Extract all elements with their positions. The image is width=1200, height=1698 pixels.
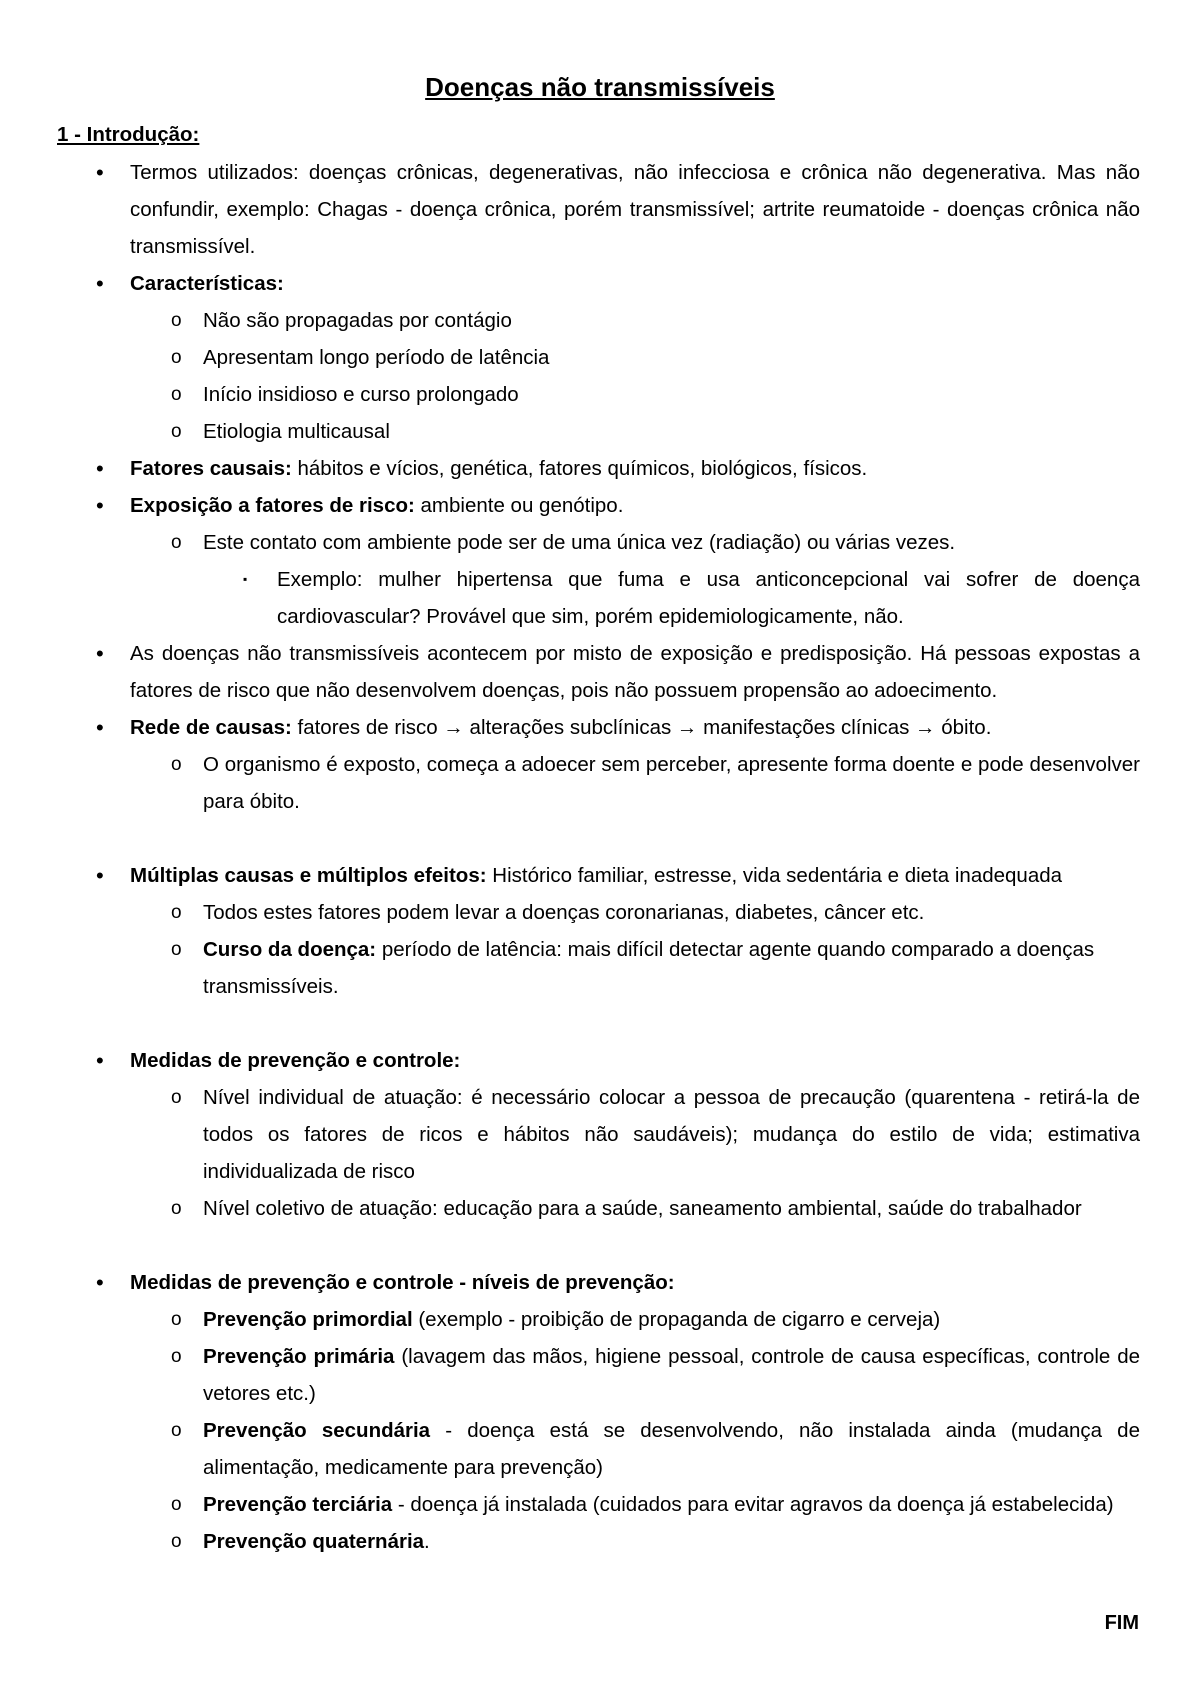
bullet-marker: • [96,271,104,296]
list-item [0,1523,1140,1560]
list-item [0,1190,1140,1227]
document-body [0,154,1200,1560]
circle-marker: o [171,1346,182,1367]
item-text: Nível coletivo de atuação: educação para a saúde, saneamento ambiental, saúde do trabalhador [203,1197,1082,1220]
item-bold-text: Características: [130,272,284,295]
item-bold-text: Medidas de prevenção e controle: [130,1049,461,1072]
item-text: fatores de risco → alterações subclínicas → manifestações clínicas → óbito. [291,716,992,739]
item-text: (lavagem das mãos, higiene pessoal, controle de causa específicas, controle de vetores etc.) [203,1345,1140,1405]
square-marker: ▪ [243,572,248,586]
item-text: O organismo é exposto, começa a adoecer sem perceber, apresente forma doente e pode desenvolver para óbito. [203,753,1140,813]
item-text: ambiente ou genótipo. [414,494,624,517]
list-item [0,1486,1140,1523]
list-item [0,265,1140,302]
bullet-marker: • [96,456,104,481]
item-bold-text: Prevenção secundária [203,1419,431,1442]
list-item [0,894,1140,931]
list-item [0,302,1140,339]
list-item [0,1301,1140,1338]
circle-marker: o [171,1420,182,1441]
list-item [0,154,1140,265]
circle-marker: o [171,939,182,960]
circle-marker: o [171,532,182,553]
item-text: . [424,1530,430,1553]
item-text: período de latência: mais difícil detectar agente quando comparado a doenças transmissíveis. [203,938,1095,998]
item-text: - doença já instalada (cuidados para evitar agravos da doença já estabelecida) [392,1493,1114,1516]
item-text: Início insidioso e curso prolongado [203,383,519,406]
circle-marker: o [171,1309,182,1330]
circle-marker: o [171,421,182,442]
item-text: Apresentam longo período de latência [203,346,550,369]
page-title: Doenças não transmissíveis [425,72,775,102]
bullet-marker: • [96,493,104,518]
section-heading: 1 - Introdução: [57,123,200,146]
bullet-marker: • [96,1270,104,1295]
item-text: Exemplo: mulher hipertensa que fuma e usa anticoncepcional vai sofrer de doença cardiovascular? Provável que sim, porém epidemiologicamente, não. [277,568,1140,628]
list-item [0,487,1140,524]
item-bold-text: Rede de causas: [130,716,292,739]
end-marker: FIM [1104,1612,1139,1634]
circle-marker: o [171,310,182,331]
item-text: As doenças não transmissíveis acontecem por misto de exposição e predisposição. Há pessoas expostas a fatores de risco que não desenvolvem doenças, pois não possuem propensão ao adoecimento. [130,642,1140,702]
item-bold-text: Prevenção quaternária [203,1530,425,1553]
list-item [0,931,1140,1005]
circle-marker: o [171,1087,182,1108]
circle-marker: o [171,1531,182,1552]
bullet-marker: • [96,715,104,740]
circle-marker: o [171,384,182,405]
list-item [0,1042,1140,1079]
item-text: Histórico familiar, estresse, vida sedentária e dieta inadequada [486,864,1063,887]
list-item [0,413,1140,450]
item-bold-text: Medidas de prevenção e controle - níveis de prevenção: [130,1271,675,1294]
item-bold-text: Múltiplas causas e múltiplos efeitos: [130,864,487,887]
item-text: Nível individual de atuação: é necessário colocar a pessoa de precaução (quarentena - retirá-la de todos os fatores de ricos e hábitos não saudáveis); mudança do estilo de vida; estimativa individualizada de risco [203,1086,1140,1183]
list-item [0,709,1140,746]
list-item [0,1264,1140,1301]
item-bold-text: Prevenção primordial [203,1308,413,1331]
bullet-marker: • [96,641,104,666]
list-item [0,1338,1140,1412]
item-bold-text: Exposição a fatores de risco: [130,494,415,517]
item-text: Termos utilizados: doenças crônicas, degenerativas, não infecciosa e crônica não degenerativa. Mas não confundir, exemplo: Chagas - doença crônica, porém transmissível; artrite reumatoide - doenças crônica não transmissível. [130,161,1140,258]
list-item [0,857,1140,894]
bullet-marker: • [96,160,104,185]
item-text: Não são propagadas por contágio [203,309,512,332]
bullet-marker: • [96,863,104,888]
list-item [0,561,1140,635]
bullet-marker: • [96,1048,104,1073]
item-text: hábitos e vícios, genética, fatores químicos, biológicos, físicos. [291,457,868,480]
item-text: (exemplo - proibição de propaganda de cigarro e cerveja) [412,1308,941,1331]
item-text: Todos estes fatores podem levar a doenças coronarianas, diabetes, câncer etc. [203,901,925,924]
list-item [0,524,1140,561]
list-item [0,450,1140,487]
item-bold-text: Prevenção primária [203,1345,395,1368]
circle-marker: o [171,1198,182,1219]
item-bold-text: Curso da doença: [203,938,377,961]
item-text: Etiologia multicausal [203,420,390,443]
list-item [0,746,1140,820]
item-text: - doença está se desenvolvendo, não instalada ainda (mudança de alimentação, medicamente para prevenção) [203,1419,1140,1479]
list-item [0,635,1140,709]
circle-marker: o [171,754,182,775]
list-item [0,376,1140,413]
list-item [0,1079,1140,1190]
list-item [0,1412,1140,1486]
circle-marker: o [171,902,182,923]
circle-marker: o [171,1494,182,1515]
circle-marker: o [171,347,182,368]
item-text: Este contato com ambiente pode ser de uma única vez (radiação) ou várias vezes. [203,531,956,554]
item-bold-text: Prevenção terciária [203,1493,393,1516]
item-bold-text: Fatores causais: [130,457,292,480]
list-item [0,339,1140,376]
